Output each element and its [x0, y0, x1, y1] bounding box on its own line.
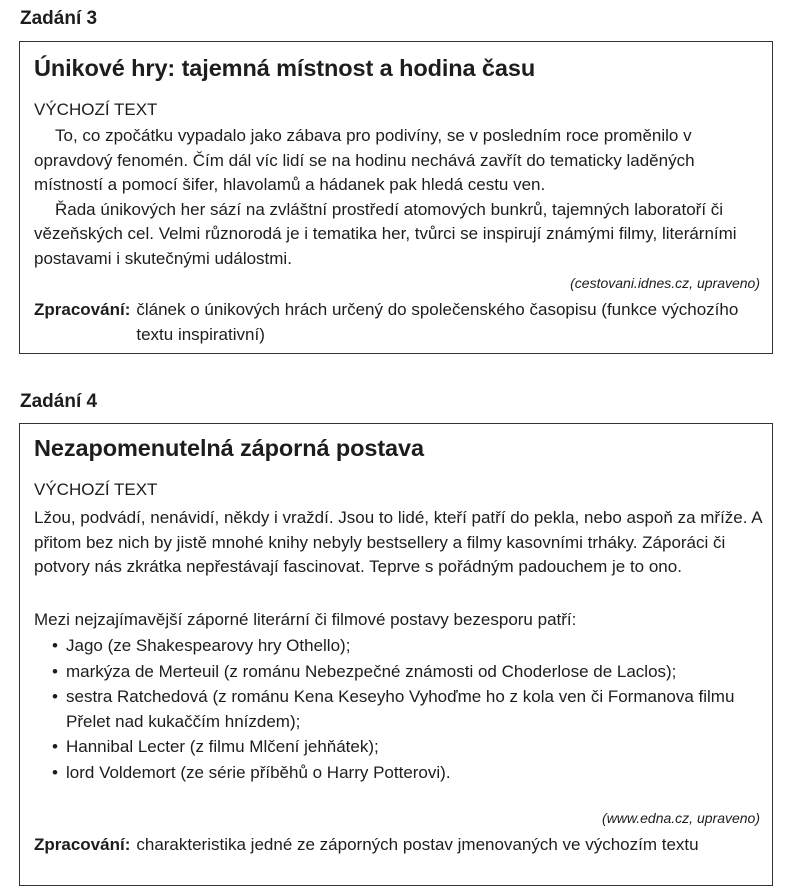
task4-processing-label: Zpracování:: [34, 835, 131, 854]
task4-citation: (www.edna.cz, upraveno): [602, 810, 760, 826]
task4-box: [19, 423, 773, 886]
bullet-icon: •: [52, 687, 58, 706]
task4-source-label: VÝCHOZÍ TEXT: [34, 480, 158, 499]
task3-processing-text: článek o únikových hrách určený do společenského časopisu (funkce výchozího textu inspirativní): [136, 300, 739, 344]
task3-paragraph-1: To, co zpočátku vypadalo jako zábava pro podivíny, se v posledním roce proměnilo v opravdový fenomén. Čím dál víc lidí se na hodinu nechává zavřít do tematicky laděných místností a pomocí šifer, hlavolamů a hádanek pak hledá cestu ven.: [34, 126, 695, 194]
task3-processing: [34, 298, 762, 347]
task4-paragraph: Lžou, podvádí, nenávidí, někdy i vraždí. Jsou to lidé, kteří patří do pekla, nebo aspoň za mříže. A přitom bez nich by jistě mnohé knihy nebyly bestsellery a filmy kasovními trháky. Záporáci či potvory nás zkrátka nepřestávají fascinovat. Teprve s pořádným padouchem je to ono.: [34, 508, 762, 576]
list-item: • Jago (ze Shakespearovy hry Othello);: [52, 634, 752, 659]
villain-list: [52, 634, 752, 786]
task4-processing: [34, 833, 762, 858]
task3-box: [19, 41, 773, 354]
task3-source-text: [34, 124, 762, 271]
task3-citation: (cestovani.idnes.cz, upraveno): [570, 275, 760, 291]
bullet-icon: •: [52, 762, 58, 782]
task4-list-intro-wrap: [34, 608, 762, 633]
task4-source-text: [34, 506, 762, 580]
task3-paragraph-2: Řada únikových her sází na zvláštní prostředí atomových bunkrů, tajemných laboratoří či vězeňských cel. Velmi různorodá je i tematika her, tvůrci se inspirují známými filmy, literárními postavami i skutečnými událostmi.: [34, 199, 737, 268]
task4-title: Nezapomenutelná záporná postava: [34, 435, 424, 461]
list-item: • Hannibal Lecter (z filmu Mlčení jehňátek);: [52, 735, 752, 760]
bullet-icon: •: [52, 661, 58, 681]
task3-title: Únikové hry: tajemná místnost a hodina času: [34, 55, 536, 81]
bullet-icon: •: [52, 737, 58, 756]
list-item: • markýza de Merteuil (z románu Nebezpečné známosti od Choderlose de Laclos);: [52, 660, 752, 685]
task4-list-intro: Mezi nejzajímavější záporné literární či filmové postavy bezesporu patří:: [34, 610, 577, 629]
task3-source-label: VÝCHOZÍ TEXT: [34, 100, 158, 119]
task3-heading: Zadání 3: [20, 8, 98, 29]
task4-heading: Zadání 4: [20, 391, 98, 412]
task3-processing-label: Zpracování:: [34, 300, 131, 319]
bullet-icon: •: [52, 636, 58, 655]
list-item: • sestra Ratchedová (z románu Kena Keseyho Vyhoďme ho z kola ven či Formanova filmu Přelet nad kukaččím hnízdem);: [52, 685, 752, 734]
task4-processing-text: charakteristika jedné ze záporných postav jmenovaných ve výchozím textu: [136, 835, 699, 854]
list-item: • lord Voldemort (ze série příběhů o Harry Potterovi).: [52, 761, 752, 786]
